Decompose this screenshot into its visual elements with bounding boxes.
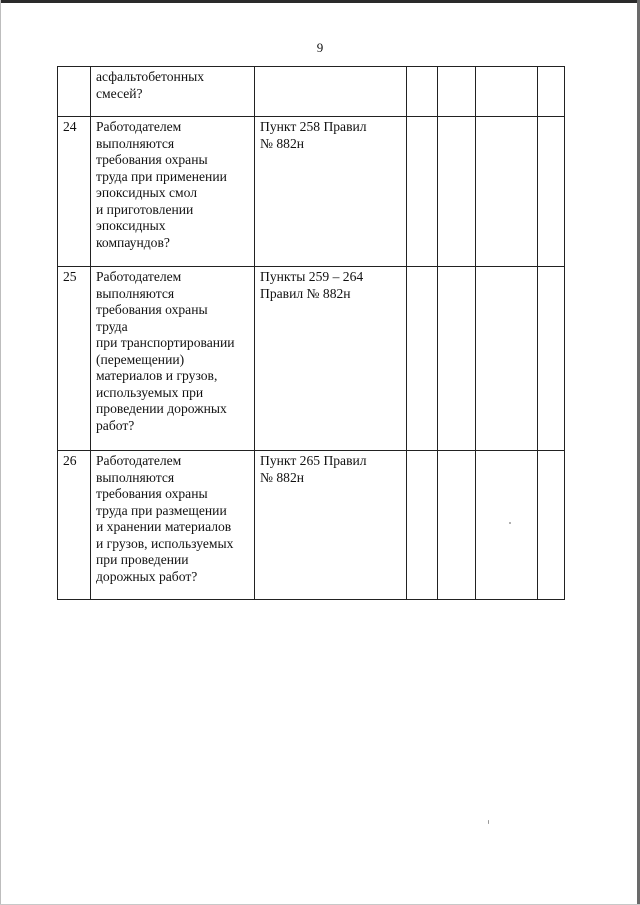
notes-cell bbox=[538, 67, 565, 117]
legal-reference bbox=[255, 67, 407, 117]
row-number: 26 bbox=[58, 451, 91, 600]
notes-cell bbox=[538, 451, 565, 600]
table-row bbox=[58, 117, 565, 267]
answer-no-cell bbox=[438, 67, 476, 117]
row-number: 25 bbox=[58, 267, 91, 451]
table-row bbox=[58, 67, 565, 117]
requirement-question: асфальтобетонных смесей? bbox=[91, 67, 255, 117]
legal-reference: Пункт 265 Правил № 882н bbox=[255, 451, 407, 600]
page-number: 9 bbox=[316, 40, 324, 55]
answer-yes-cell bbox=[407, 451, 438, 600]
row-number: 24 bbox=[58, 117, 91, 267]
table-row bbox=[58, 267, 565, 451]
answer-no-cell bbox=[438, 451, 476, 600]
scan-speck bbox=[488, 820, 489, 824]
answer-na-cell bbox=[476, 267, 538, 451]
requirement-question: Работодателем выполняются требования охраны труда при применении эпоксидных смол и приготовлении эпоксидных компаундов? bbox=[91, 117, 255, 267]
answer-no-cell bbox=[438, 117, 476, 267]
row-number bbox=[58, 67, 91, 117]
scan-edge-top bbox=[0, 0, 640, 3]
requirement-question: Работодателем выполняются требования охраны труда при размещении и хранении материалов и грузов, используемых при проведении дорожных работ? bbox=[91, 451, 255, 600]
scan-speck bbox=[509, 522, 511, 524]
legal-reference: Пункт 258 Правил № 882н bbox=[255, 117, 407, 267]
answer-yes-cell bbox=[407, 117, 438, 267]
answer-na-cell bbox=[476, 67, 538, 117]
answer-na-cell bbox=[476, 451, 538, 600]
notes-cell bbox=[538, 267, 565, 451]
scan-edge-left bbox=[0, 0, 1, 905]
requirement-question: Работодателем выполняются требования охраны труда при транспортировании (перемещении) материалов и грузов, используемых при проведении дорожных работ? bbox=[91, 267, 255, 451]
answer-yes-cell bbox=[407, 267, 438, 451]
answer-na-cell bbox=[476, 117, 538, 267]
legal-reference: Пункты 259 – 264 Правил № 882н bbox=[255, 267, 407, 451]
notes-cell bbox=[538, 117, 565, 267]
table-row bbox=[58, 451, 565, 600]
checklist-table bbox=[57, 66, 565, 600]
answer-no-cell bbox=[438, 267, 476, 451]
answer-yes-cell bbox=[407, 67, 438, 117]
